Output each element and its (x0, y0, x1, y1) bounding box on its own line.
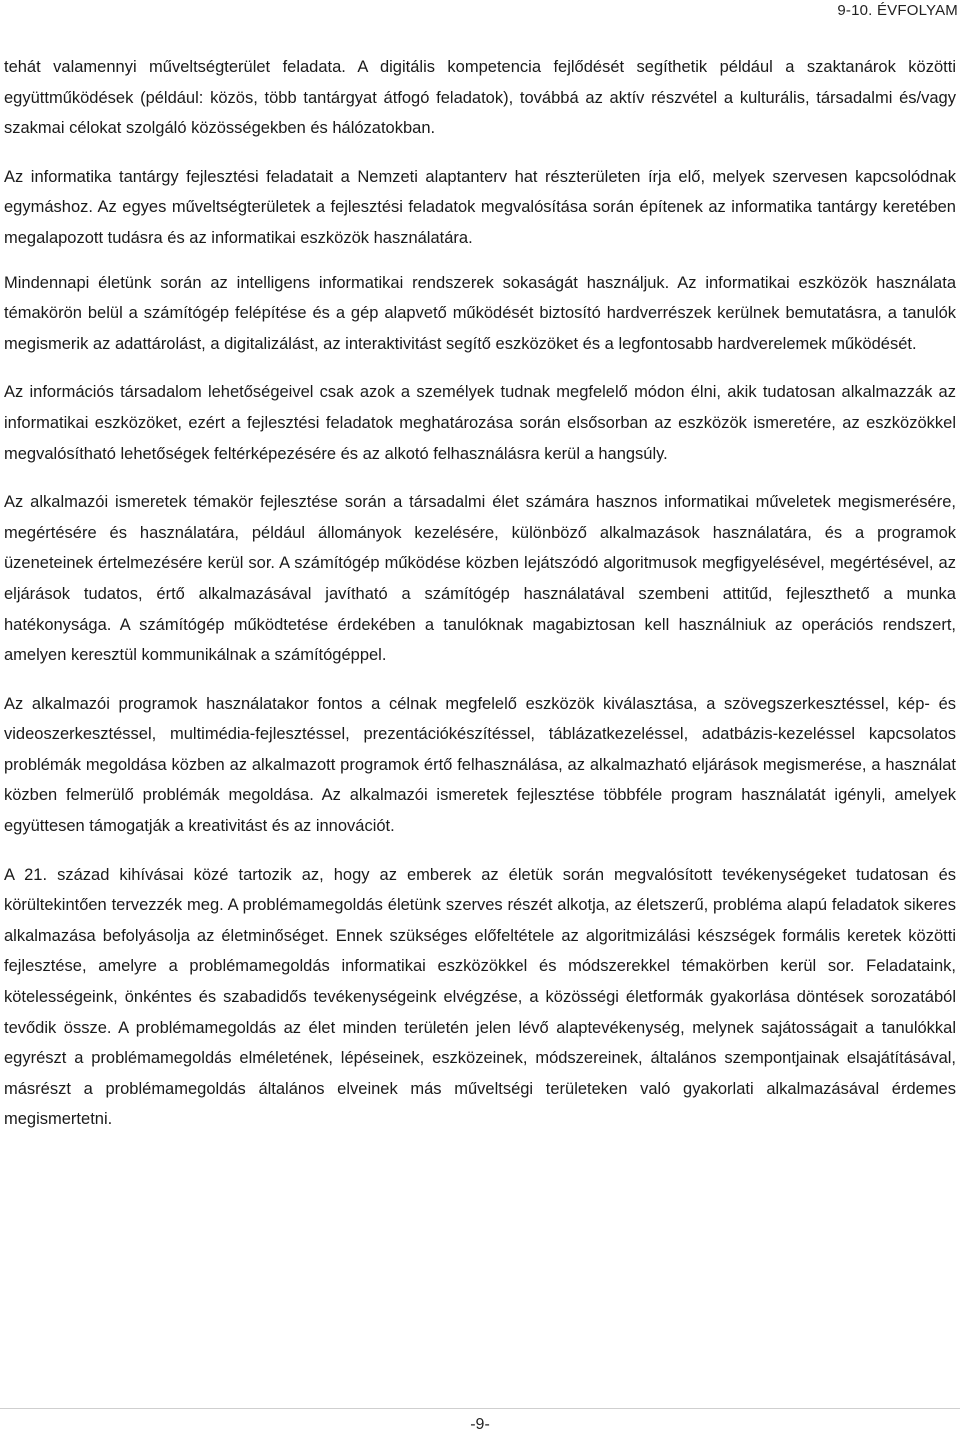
header-label: ÉVFOLYAM (876, 2, 958, 19)
paragraph-problem-solving: A 21. század kihívásai közé tartozik az, hogy az emberek az életük során megvalósított tevékenységeket tudatosan és körültekintően tervezzék meg. A problémamegoldás életünk szerves részét alkotja, az életszerű, probléma alapú feladatok sikeres alkalmazása befolyásolja az életminőséget. Ennek szükséges előfeltétele az algoritmizálási készségek formális keretek közötti fejlesztése, amelyre a problémamegoldás informatikai eszközökkel és módszerekkel témakörben kerül sor. Feladataink, kötelességeink, önkéntes és szabadidős tevékenységeink elvégzése, a közösségi életformák gyakorlása döntések sorozatából tevődik össze. A problémamegoldás az élet minden területén jelen lévő alaptevékenység, melynek sajátosságait a tanulókkal egyrészt a problémamegoldás elméletének, lépéseinek, eszközeinek, módszereinek, általános szempontjainak elsajátításával, másrészt a problémamegoldás általános elveinek más műveltségi területeken való gyakorlati alkalmazásával érdemes megismertetni. (4, 865, 956, 1129)
paragraph-application-knowledge: Az alkalmazói ismeretek témakör fejlesztése során a társadalmi élet számára hasznos informatikai műveletek megismerésére, megértésére és használatára, például állományok kezelésére, különböző alkalmazások használatára, és a programok üzeneteinek értelmezésére kerül sor. A számítógép működése közben lejátszódó algoritmusok megfigyelésével, megértésével, az eljárások tudatos, értő alkalmazásával javítható a számítógép használatával szembeni attitűd, fejleszthető a munka hatékonysága. A számítógép működtetése érdekében a tanulóknak magabiztosan kell használniuk az operációs rendszert, amelyen keresztül kommunikálnak a számítógéppel. (4, 493, 956, 665)
paragraph-information-society: Az információs társadalom lehetőségeivel csak azok a személyek tudnak megfelelő módon élni, akik tudatosan alkalmazzák az informatikai eszközöket, ezért a fejlesztési feladatok meghatározása során elsősorban az eszközök ismeretére, az eszközökkel megvalósítható lehetőségek feltérképezésére és az alkotó felhasználásra kerül a hangsúly. (4, 383, 956, 463)
paragraph-digital-competence: tehát valamennyi műveltségterület feladata. A digitális kompetencia fejlődését segíthetik például a szaktanárok közötti együttműködések (például: közös, több tantárgyat átfogó feladatok), továbbá az aktív részvétel a kulturális, társadalmi és/vagy szakmai célokat szolgáló közösségekben és hálózatokban. (4, 58, 956, 138)
paragraph-subject-development: Az informatika tantárgy fejlesztési feladatait a Nemzeti alaptanterv hat részterületen írja elő, melyek szervesen kapcsolódnak egymáshoz. Az egyes műveltségterületek a fejlesztési feladatok megvalósítása során építenek az informatika tantárgy keretében megalapozott tudásra és az informatikai eszközök használatára. (4, 167, 956, 247)
paragraph-it-tools: Mindennapi életünk során az intelligens informatikai rendszerek sokaságát használjuk. Az informatikai eszközök használata témakörön belül a számítógép felépítése és a gép alapvető működését biztosító hardverrészek kerülnek bemutatásra, a tanulók megismerik az adattárolást, a digitalizálást, az interaktivitást segítő eszközöket és a legfontosabb hardverelemek működését. (4, 273, 956, 353)
header-grade: 9-10. (837, 2, 873, 19)
page-header (837, 0, 958, 22)
paragraph-application-programs: Az alkalmazói programok használatakor fontos a célnak megfelelő eszközök kiválasztása, a szövegszerkesztéssel, kép- és videoszerkesztéssel, multimédia-fejlesztéssel, prezentációkészítéssel, táblázatkezeléssel, adatbázis-kezeléssel kapcsolatos problémák megoldása közben az alkalmazott programok értő felhasználása, az alkalmazható eljárások megismerése, a használat közben felmerülő problémák megoldása. Az alkalmazói ismeretek fejlesztése többféle program használatát igényli, amelyek együttesen támogatják a kreativitást és az innovációt. (4, 694, 956, 836)
footer-divider (0, 1408, 960, 1409)
page-number: -9- (470, 1416, 490, 1433)
main-content (4, 52, 956, 1153)
